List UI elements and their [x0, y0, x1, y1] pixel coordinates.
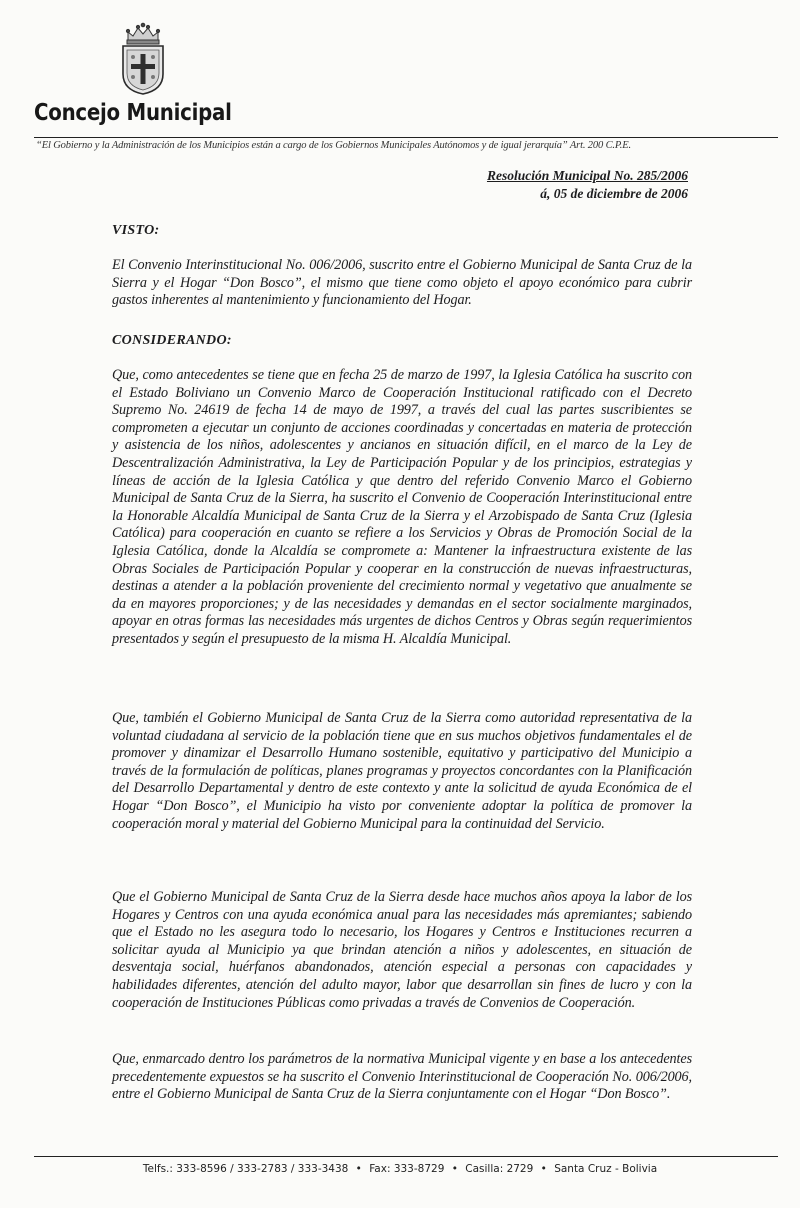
considerando-paragraph-2: Que, también el Gobierno Municipal de Santa Cruz de la Sierra como autoridad representativa de la voluntad ciudadana al servicio de la población tiene que en sus muchos objetivos fundamentales el de promover y dinamizar el Desarrollo Humano sostenible, equitativo y participativo del Municipio a través de la formulación de políticas, planes programas y proyectos concordantes con la Planificación del Desarrollo Departamental y dentro de este contexto y ante la solicitud de ayuda Económica de el Hogar “Don Bosco”, el Municipio ha visto por conveniente adoptar la política de promover la cooperación moral y material del Gobierno Municipal para la continuidad del Servicio. — [112, 710, 692, 832]
considerando-paragraph-3: Que el Gobierno Municipal de Santa Cruz de la Sierra desde hace muchos años apoya la labor de los Hogares y Centros con una ayuda económica anual para las necesidades más apremiantes; sabiendo que el Estado no les asegura todo lo necesario, los Hogares y Centros e Instituciones recurren a solicitar ayuda al Municipio ya que brindan atención a niños y adolescentes, en situación de desventaja social, huérfanos abandonados, atención especial a personas con capacidades y habilidades diferentes, atención del adulto mayor, labor que desarrollan sin fines de lucro y con la cooperación de Instituciones Públicas como privadas a través de Convenios de Cooperación. — [112, 889, 692, 1011]
resolution-block — [487, 167, 688, 203]
footer-separator: • — [355, 1163, 362, 1175]
resolution-title: Resolución Municipal No. 285/2006 — [486, 168, 688, 183]
footer-po-box: Casilla: 2729 — [465, 1163, 534, 1175]
footer-fax: Fax: 333-8729 — [369, 1163, 445, 1175]
organization-name: Concejo Municipal — [34, 100, 232, 126]
visto-heading: VISTO: — [112, 223, 160, 238]
considerando-paragraph-4: Que, enmarcado dentro los parámetros de la normativa Municipal vigente y en base a los antecedentes precedentemente expuestos se ha suscrito el Convenio Interinstitucional de Cooperación No. 006/2006, entre el Gobierno Municipal de Santa Cruz de la Sierra conjuntamente con el Hogar “Don Bosco”. — [112, 1051, 692, 1103]
footer-contact — [0, 1163, 800, 1175]
footer-divider — [34, 1156, 778, 1157]
header-divider — [34, 137, 778, 138]
footer-phones: Telfs.: 333-8596 / 333-2783 / 333-3438 — [142, 1163, 349, 1175]
header-motto: “El Gobierno y la Administración de los Municipios están a cargo de los Gobiernos Municipales Autónomos y de igual jerarquía” Art. 200 C.P.E. — [36, 140, 632, 151]
coat-of-arms-emblem — [118, 22, 168, 96]
considerando-paragraph-1: Que, como antecedentes se tiene que en fecha 25 de marzo de 1997, la Iglesia Católica ha suscrito con el Estado Boliviano un Convenio Marco de Cooperación Institucional ratificado con el Decreto Supremo No. 24619 de fecha 14 de mayo de 1997, a través del cual las partes suscribientes se comprometen a ejecutar un conjunto de acciones coordinadas y concertadas en materia de protección y asistencia de los niños, adolescentes y ancianos en situación difícil, en el marco de la Ley de Descentralización Administrativa, la Ley de Participación Popular y de los principios, estrategias y líneas de acción de la Iglesia Católica y que dentro del referido Convenio Marco el Gobierno Municipal de Santa Cruz de la Sierra, ha suscrito el Convenio de Cooperación Interinstitucional entre la Honorable Alcaldía Municipal de Santa Cruz de la Sierra y el Arzobispado de Santa Cruz (Iglesia Católica) para cooperación en cuanto se refiere a los Servicios y Obras de Promoción Social de la Iglesia Católica, donde la Alcaldía se compromete a: Mantener la infraestructura existente de las Obras Sociales de Participación Popular y cooperar en la construcción de nuevas infraestructuras, destinas a atender a la población proveniente del crecimiento normal y vegetativo que anualmente se da en mayores proporciones; y de las necesidades y demandas en el sector socialmente marginados, apoyar en otras formas las necesidades más urgentes de dichos Centros y Obras según requerimientos presentados y según el presupuesto de la misma H. Alcaldía Municipal. — [112, 367, 692, 647]
footer-separator: • — [540, 1163, 547, 1175]
resolution-date: á, 05 de diciembre de 2006 — [540, 186, 688, 201]
considerando-heading: CONSIDERANDO: — [112, 333, 232, 348]
visto-paragraph: El Convenio Interinstitucional No. 006/2006, suscrito entre el Gobierno Municipal de Santa Cruz de la Sierra y el Hogar “Don Bosco”, el mismo que tiene como objeto el apoyo económico para cubrir gastos inherentes al mantenimiento y funcionamiento del Hogar. — [112, 257, 692, 309]
footer-city: Santa Cruz - Bolivia — [554, 1163, 658, 1175]
footer-separator: • — [451, 1163, 458, 1175]
